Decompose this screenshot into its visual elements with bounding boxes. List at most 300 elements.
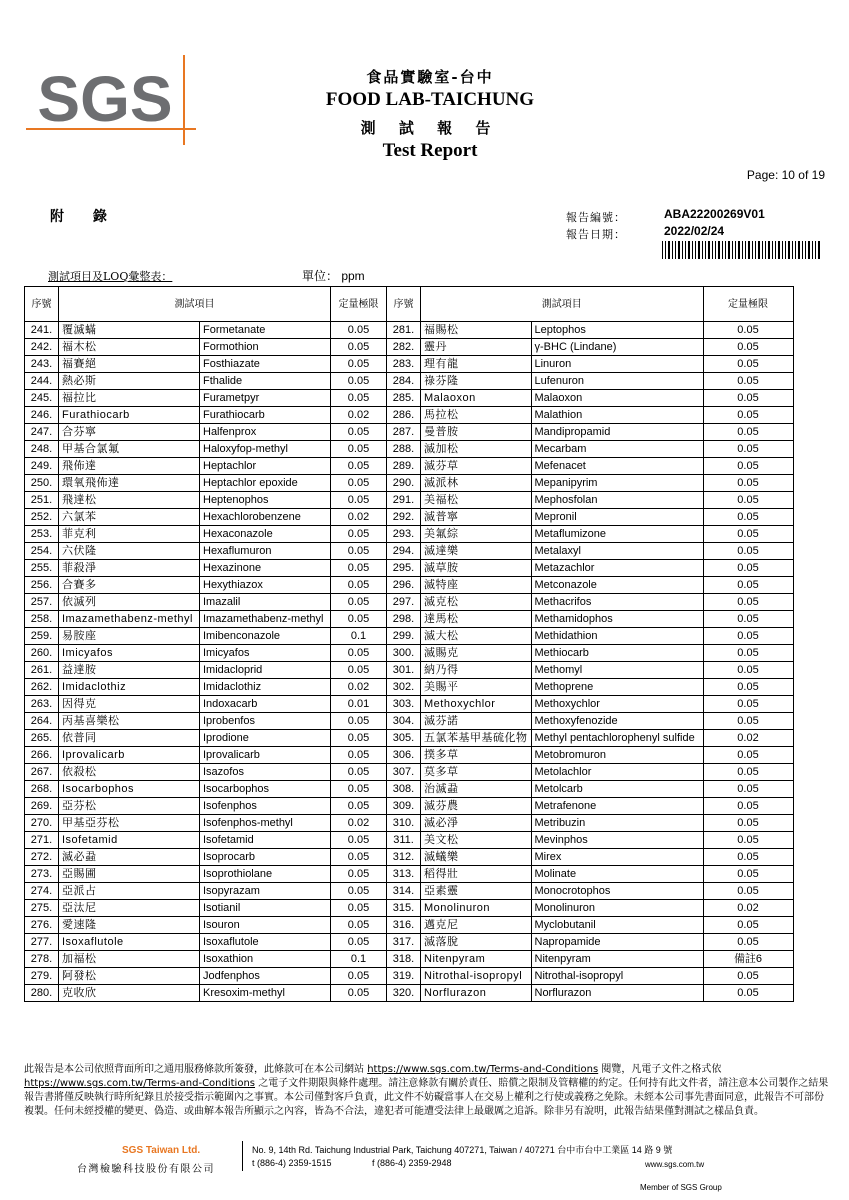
right-seq-cell: 302.: [387, 679, 421, 696]
right-loq-cell: 0.05: [703, 475, 793, 492]
barcode-bar: [762, 241, 763, 259]
table-row: [25, 815, 794, 832]
footer-divider: [242, 1141, 243, 1171]
col-seq-right: 序號: [387, 287, 421, 322]
left-loq-cell: 0.05: [331, 458, 387, 475]
col-seq-left: 序號: [25, 287, 59, 322]
right-loq-cell: 0.05: [703, 339, 793, 356]
member-of-group: Member of SGS Group: [640, 1183, 722, 1192]
barcode-bar: [818, 241, 820, 259]
barcode-bar: [755, 241, 756, 259]
right-name-en-cell: Metribuzin: [531, 815, 703, 832]
right-name-cn-cell: 滅芬諾: [421, 713, 532, 730]
left-name-en-cell: Imidaclothiz: [200, 679, 331, 696]
right-name-cn-cell: 撲多草: [421, 747, 532, 764]
left-name-cn-cell: 亞賜圃: [59, 866, 200, 883]
right-seq-cell: 295.: [387, 560, 421, 577]
right-loq-cell: 0.05: [703, 526, 793, 543]
barcode-bar: [742, 241, 743, 259]
left-seq-cell: 264.: [25, 713, 59, 730]
left-name-en-cell: Isoprothiolane: [200, 866, 331, 883]
barcode-bar: [675, 241, 676, 259]
sgs-logo: [26, 55, 196, 145]
right-name-en-cell: Methoxyfenozide: [531, 713, 703, 730]
right-name-en-cell: Mepronil: [531, 509, 703, 526]
barcode-bar: [678, 241, 680, 259]
right-name-cn-cell: 達馬松: [421, 611, 532, 628]
table-row: [25, 611, 794, 628]
table-row: [25, 747, 794, 764]
right-seq-cell: 285.: [387, 390, 421, 407]
left-seq-cell: 272.: [25, 849, 59, 866]
right-seq-cell: 316.: [387, 917, 421, 934]
left-name-en-cell: Imazalil: [200, 594, 331, 611]
left-loq-cell: 0.05: [331, 883, 387, 900]
left-name-cn-cell: 甲基合氯氟: [59, 441, 200, 458]
left-name-en-cell: Isotianil: [200, 900, 331, 917]
barcode-bar: [815, 241, 816, 259]
right-loq-cell: 0.05: [703, 424, 793, 441]
left-loq-cell: 0.05: [331, 577, 387, 594]
left-seq-cell: 249.: [25, 458, 59, 475]
right-loq-cell: 0.05: [703, 560, 793, 577]
left-seq-cell: 252.: [25, 509, 59, 526]
col-loq-left: 定量極限: [331, 287, 387, 322]
right-name-en-cell: Methidathion: [531, 628, 703, 645]
unit-label: 單位： ppm: [302, 269, 365, 283]
right-loq-cell: 0.05: [703, 883, 793, 900]
right-loq-cell: 0.05: [703, 798, 793, 815]
right-name-cn-cell: 滅加松: [421, 441, 532, 458]
left-name-en-cell: Kresoxim-methyl: [200, 985, 331, 1002]
barcode-bar: [785, 241, 786, 259]
barcode-bar: [702, 241, 703, 259]
left-seq-cell: 251.: [25, 492, 59, 509]
right-name-en-cell: Metaflumizone: [531, 526, 703, 543]
left-seq-cell: 259.: [25, 628, 59, 645]
lab-title-en: FOOD LAB-TAICHUNG: [325, 89, 535, 110]
barcode-bar: [812, 241, 813, 259]
barcode-bar: [758, 241, 760, 259]
left-name-cn-cell: Isocarbophos: [59, 781, 200, 798]
left-loq-cell: 0.05: [331, 373, 387, 390]
barcode-bar: [778, 241, 780, 259]
barcode-bar: [698, 241, 700, 259]
left-name-cn-cell: 熱必斯: [59, 373, 200, 390]
right-seq-cell: 293.: [387, 526, 421, 543]
table-row: [25, 934, 794, 951]
right-name-cn-cell: 滅芬草: [421, 458, 532, 475]
right-loq-cell: 0.05: [703, 781, 793, 798]
table-header-row: [25, 287, 794, 322]
right-loq-cell: 0.05: [703, 764, 793, 781]
right-seq-cell: 284.: [387, 373, 421, 390]
barcode-bar: [738, 241, 740, 259]
right-name-en-cell: Metolcarb: [531, 781, 703, 798]
left-loq-cell: 0.05: [331, 390, 387, 407]
left-loq-cell: 0.05: [331, 424, 387, 441]
left-name-en-cell: Iprobenfos: [200, 713, 331, 730]
right-name-cn-cell: Nitrothal-isopropyl: [421, 968, 532, 985]
right-loq-cell: 0.05: [703, 866, 793, 883]
left-seq-cell: 280.: [25, 985, 59, 1002]
left-name-cn-cell: 亞汰尼: [59, 900, 200, 917]
company-website[interactable]: www.sgs.com.tw: [645, 1160, 705, 1169]
left-name-cn-cell: 福木松: [59, 339, 200, 356]
left-name-cn-cell: 因得克: [59, 696, 200, 713]
left-loq-cell: 0.02: [331, 407, 387, 424]
right-seq-cell: 311.: [387, 832, 421, 849]
left-loq-cell: 0.05: [331, 985, 387, 1002]
right-name-cn-cell: 五氯苯基甲基硫化物: [421, 730, 532, 747]
report-date-label: 報告日期：: [566, 228, 626, 241]
left-loq-cell: 0.05: [331, 713, 387, 730]
left-name-en-cell: Imidacloprid: [200, 662, 331, 679]
left-name-en-cell: Furametpyr: [200, 390, 331, 407]
right-loq-cell: 0.05: [703, 356, 793, 373]
left-name-cn-cell: Furathiocarb: [59, 407, 200, 424]
left-name-cn-cell: 阿發松: [59, 968, 200, 985]
table-row: [25, 441, 794, 458]
left-seq-cell: 262.: [25, 679, 59, 696]
barcode-bar: [668, 241, 670, 259]
left-name-cn-cell: Imicyafos: [59, 645, 200, 662]
right-loq-cell: 0.05: [703, 492, 793, 509]
right-name-cn-cell: 美賜平: [421, 679, 532, 696]
right-loq-cell: 0.05: [703, 628, 793, 645]
right-name-en-cell: Leptophos: [531, 322, 703, 339]
left-loq-cell: 0.05: [331, 968, 387, 985]
barcode-bar: [708, 241, 710, 259]
left-loq-cell: 0.05: [331, 492, 387, 509]
left-name-cn-cell: Iprovalicarb: [59, 747, 200, 764]
right-name-cn-cell: 美文松: [421, 832, 532, 849]
left-name-cn-cell: 福賽絕: [59, 356, 200, 373]
left-loq-cell: 0.05: [331, 832, 387, 849]
right-name-en-cell: Methoxychlor: [531, 696, 703, 713]
right-name-en-cell: Mepanipyrim: [531, 475, 703, 492]
table-row: [25, 475, 794, 492]
right-name-cn-cell: Methoxychlor: [421, 696, 532, 713]
right-seq-cell: 306.: [387, 747, 421, 764]
right-seq-cell: 309.: [387, 798, 421, 815]
left-seq-cell: 244.: [25, 373, 59, 390]
left-seq-cell: 257.: [25, 594, 59, 611]
left-name-cn-cell: 菲克利: [59, 526, 200, 543]
left-name-cn-cell: Imidaclothiz: [59, 679, 200, 696]
right-loq-cell: 0.05: [703, 679, 793, 696]
left-seq-cell: 247.: [25, 424, 59, 441]
table-row: [25, 883, 794, 900]
left-name-en-cell: Hexachlorobenzene: [200, 509, 331, 526]
right-name-cn-cell: 治滅蝨: [421, 781, 532, 798]
right-name-en-cell: Mevinphos: [531, 832, 703, 849]
barcode-bar: [792, 241, 793, 259]
left-seq-cell: 266.: [25, 747, 59, 764]
right-name-en-cell: Linuron: [531, 356, 703, 373]
left-name-en-cell: Isouron: [200, 917, 331, 934]
left-name-cn-cell: Imazamethabenz-methyl: [59, 611, 200, 628]
right-loq-cell: 0.02: [703, 900, 793, 917]
table-row: [25, 339, 794, 356]
right-name-cn-cell: 馬拉松: [421, 407, 532, 424]
disclaimer-part-2: 閱覽，凡電子文件之格式依: [598, 1064, 722, 1075]
table-row: [25, 985, 794, 1002]
table-row: [25, 696, 794, 713]
right-name-cn-cell: Nitenpyram: [421, 951, 532, 968]
report-date-value: 2022/02/24: [664, 224, 725, 238]
left-name-en-cell: Imazamethabenz-methyl: [200, 611, 331, 628]
left-name-en-cell: Imibenconazole: [200, 628, 331, 645]
left-loq-cell: 0.05: [331, 356, 387, 373]
left-name-cn-cell: 菲殺淨: [59, 560, 200, 577]
disclaimer-part-1: 此報告是本公司依照背面所印之通用服務條款所簽發，此條款可在本公司網站: [24, 1064, 368, 1075]
left-seq-cell: 242.: [25, 339, 59, 356]
disclaimer-text: [24, 1063, 830, 1119]
lab-title-cn: 食品實驗室-台中: [366, 68, 494, 86]
left-loq-cell: 0.05: [331, 526, 387, 543]
right-name-en-cell: Myclobutanil: [531, 917, 703, 934]
right-seq-cell: 289.: [387, 458, 421, 475]
left-name-cn-cell: 飛佈達: [59, 458, 200, 475]
left-seq-cell: 263.: [25, 696, 59, 713]
left-name-en-cell: Isocarbophos: [200, 781, 331, 798]
left-name-en-cell: Isofenphos-methyl: [200, 815, 331, 832]
right-name-en-cell: Nitrothal-isopropyl: [531, 968, 703, 985]
disclaimer-part-3: 之電子文件期限與條件處理。請注意條款有關於責任、賠償之限制及管轄權的約定。任何持有此文件者，請注意本公司製作之結果報告書將僅反映執行時所紀錄且於接受指示範圍內之事實。本公司僅對客戶負責，此文件不妨礙當事人在交易上權利之行使或義務之免除。未經本公司事先書面同意，此報告不可部份複製。任何未經授權的變更、偽造、或曲解本報告所顯示之內容，皆為不合法，違犯者可能遭受法律上最嚴厲之追訴。除非另有說明，此報告結果僅對測試之樣品負責。: [24, 1078, 829, 1117]
barcode-bar: [728, 241, 730, 259]
right-name-cn-cell: 理有龍: [421, 356, 532, 373]
right-name-cn-cell: 滅蟻樂: [421, 849, 532, 866]
right-seq-cell: 313.: [387, 866, 421, 883]
table-row: [25, 730, 794, 747]
right-loq-cell: 0.05: [703, 577, 793, 594]
right-seq-cell: 318.: [387, 951, 421, 968]
left-seq-cell: 260.: [25, 645, 59, 662]
barcode-bar: [712, 241, 713, 259]
right-name-cn-cell: 邁克尼: [421, 917, 532, 934]
barcode-bar: [735, 241, 736, 259]
right-loq-cell: 0.05: [703, 849, 793, 866]
left-loq-cell: 0.02: [331, 509, 387, 526]
left-loq-cell: 0.1: [331, 628, 387, 645]
left-name-en-cell: Isopyrazam: [200, 883, 331, 900]
right-name-cn-cell: 祿芬隆: [421, 373, 532, 390]
left-seq-cell: 267.: [25, 764, 59, 781]
barcode-bar: [765, 241, 766, 259]
left-name-cn-cell: 依普同: [59, 730, 200, 747]
left-name-cn-cell: 合芬寧: [59, 424, 200, 441]
report-no-value: ABA22200269V01: [664, 207, 765, 221]
left-loq-cell: 0.05: [331, 441, 387, 458]
left-loq-cell: 0.05: [331, 849, 387, 866]
right-seq-cell: 282.: [387, 339, 421, 356]
right-seq-cell: 305.: [387, 730, 421, 747]
left-loq-cell: 0.1: [331, 951, 387, 968]
right-loq-cell: 0.05: [703, 968, 793, 985]
report-no-label: 報告編號：: [566, 211, 626, 224]
right-loq-cell: 0.05: [703, 543, 793, 560]
left-loq-cell: 0.05: [331, 475, 387, 492]
left-name-cn-cell: 亞芬松: [59, 798, 200, 815]
left-name-cn-cell: 六伏隆: [59, 543, 200, 560]
barcode-bar: [748, 241, 750, 259]
right-seq-cell: 290.: [387, 475, 421, 492]
right-name-cn-cell: 美福松: [421, 492, 532, 509]
right-name-cn-cell: Monolinuron: [421, 900, 532, 917]
right-name-en-cell: Methoprene: [531, 679, 703, 696]
left-seq-cell: 278.: [25, 951, 59, 968]
left-name-en-cell: Formetanate: [200, 322, 331, 339]
table-row: [25, 662, 794, 679]
barcode-bar: [752, 241, 753, 259]
right-seq-cell: 310.: [387, 815, 421, 832]
left-seq-cell: 250.: [25, 475, 59, 492]
right-name-cn-cell: 滅達樂: [421, 543, 532, 560]
left-seq-cell: 269.: [25, 798, 59, 815]
terms-link-2[interactable]: https://www.sgs.com.tw/Terms-and-Conditions: [24, 1078, 256, 1089]
left-name-en-cell: Halfenprox: [200, 424, 331, 441]
right-loq-cell: 0.05: [703, 696, 793, 713]
left-seq-cell: 248.: [25, 441, 59, 458]
left-loq-cell: 0.05: [331, 594, 387, 611]
left-name-en-cell: Isoxathion: [200, 951, 331, 968]
right-seq-cell: 320.: [387, 985, 421, 1002]
left-name-en-cell: Heptachlor epoxide: [200, 475, 331, 492]
logo-text: SGS: [37, 63, 173, 135]
right-name-en-cell: Molinate: [531, 866, 703, 883]
barcode-bar: [805, 241, 806, 259]
left-loq-cell: 0.05: [331, 747, 387, 764]
barcode-bar: [768, 241, 770, 259]
left-name-en-cell: Heptenophos: [200, 492, 331, 509]
left-name-en-cell: Hexazinone: [200, 560, 331, 577]
report-title-en: Test Report: [382, 140, 478, 161]
barcode-bar: [682, 241, 683, 259]
right-loq-cell: 0.05: [703, 373, 793, 390]
right-name-cn-cell: 滅必淨: [421, 815, 532, 832]
right-seq-cell: 317.: [387, 934, 421, 951]
left-name-cn-cell: 丙基喜樂松: [59, 713, 200, 730]
right-name-cn-cell: 美氟綜: [421, 526, 532, 543]
left-seq-cell: 258.: [25, 611, 59, 628]
left-seq-cell: 246.: [25, 407, 59, 424]
right-loq-cell: 0.05: [703, 509, 793, 526]
left-seq-cell: 274.: [25, 883, 59, 900]
table-row: [25, 322, 794, 339]
table-row: [25, 951, 794, 968]
col-item-left: 測試項目: [59, 287, 331, 322]
table-row: [25, 560, 794, 577]
left-name-cn-cell: 環氧飛佈達: [59, 475, 200, 492]
right-loq-cell: 0.05: [703, 390, 793, 407]
right-loq-cell: 0.05: [703, 747, 793, 764]
table-row: [25, 679, 794, 696]
right-loq-cell: 0.05: [703, 611, 793, 628]
table-row: [25, 577, 794, 594]
barcode-bar: [715, 241, 716, 259]
left-loq-cell: 0.05: [331, 764, 387, 781]
right-seq-cell: 319.: [387, 968, 421, 985]
table-row: [25, 543, 794, 560]
right-name-cn-cell: 福賜松: [421, 322, 532, 339]
left-loq-cell: 0.02: [331, 815, 387, 832]
barcode-bar: [672, 241, 673, 259]
right-name-cn-cell: 滅大松: [421, 628, 532, 645]
right-seq-cell: 288.: [387, 441, 421, 458]
left-loq-cell: 0.05: [331, 322, 387, 339]
table-row: [25, 356, 794, 373]
right-loq-cell: 備註6: [703, 951, 793, 968]
company-fax: f (886-4) 2359-2948: [372, 1158, 452, 1168]
right-seq-cell: 312.: [387, 849, 421, 866]
table-row: [25, 390, 794, 407]
left-seq-cell: 279.: [25, 968, 59, 985]
right-name-cn-cell: Norflurazon: [421, 985, 532, 1002]
right-name-en-cell: Metconazole: [531, 577, 703, 594]
left-name-cn-cell: 甲基亞芬松: [59, 815, 200, 832]
left-loq-cell: 0.01: [331, 696, 387, 713]
left-name-cn-cell: 滅必蝨: [59, 849, 200, 866]
left-name-en-cell: Fthalide: [200, 373, 331, 390]
left-seq-cell: 268.: [25, 781, 59, 798]
right-name-en-cell: Monocrotophos: [531, 883, 703, 900]
table-row: [25, 526, 794, 543]
left-seq-cell: 261.: [25, 662, 59, 679]
right-name-en-cell: Nitenpyram: [531, 951, 703, 968]
barcode-bar: [775, 241, 776, 259]
table-row: [25, 713, 794, 730]
barcode-bar: [732, 241, 733, 259]
left-seq-cell: 276.: [25, 917, 59, 934]
table-row: [25, 968, 794, 985]
left-name-cn-cell: 易胺座: [59, 628, 200, 645]
right-name-cn-cell: 莫多草: [421, 764, 532, 781]
right-name-en-cell: Mirex: [531, 849, 703, 866]
right-name-en-cell: Methomyl: [531, 662, 703, 679]
barcode-bar: [705, 241, 706, 259]
left-loq-cell: 0.05: [331, 645, 387, 662]
barcode-bar: [662, 241, 663, 259]
terms-link-1[interactable]: https://www.sgs.com.tw/Terms-and-Conditions: [367, 1064, 599, 1075]
left-name-cn-cell: 亞派占: [59, 883, 200, 900]
right-seq-cell: 299.: [387, 628, 421, 645]
right-name-cn-cell: 滅落脫: [421, 934, 532, 951]
barcode-bar: [808, 241, 810, 259]
right-loq-cell: 0.05: [703, 662, 793, 679]
right-loq-cell: 0.05: [703, 458, 793, 475]
left-loq-cell: 0.05: [331, 781, 387, 798]
left-name-en-cell: Isoxaflutole: [200, 934, 331, 951]
right-seq-cell: 314.: [387, 883, 421, 900]
loq-table-title: 測試項目及LOQ彙整表：: [48, 270, 173, 283]
left-seq-cell: 271.: [25, 832, 59, 849]
right-name-cn-cell: 滅特座: [421, 577, 532, 594]
left-name-en-cell: Iprovalicarb: [200, 747, 331, 764]
left-name-en-cell: Isofetamid: [200, 832, 331, 849]
right-name-en-cell: Methiocarb: [531, 645, 703, 662]
right-name-en-cell: Mandipropamid: [531, 424, 703, 441]
left-name-cn-cell: 依滅列: [59, 594, 200, 611]
left-name-en-cell: Iprodione: [200, 730, 331, 747]
right-name-en-cell: Metalaxyl: [531, 543, 703, 560]
left-loq-cell: 0.05: [331, 900, 387, 917]
company-address: No. 9, 14th Rd. Taichung Industrial Park, Taichung 407271, Taiwan / 407271 台中市台中工業區 14 路 9 號: [252, 1145, 673, 1155]
col-item-right: 測試項目: [421, 287, 704, 322]
barcode-bar: [788, 241, 790, 259]
right-seq-cell: 307.: [387, 764, 421, 781]
table-row: [25, 407, 794, 424]
